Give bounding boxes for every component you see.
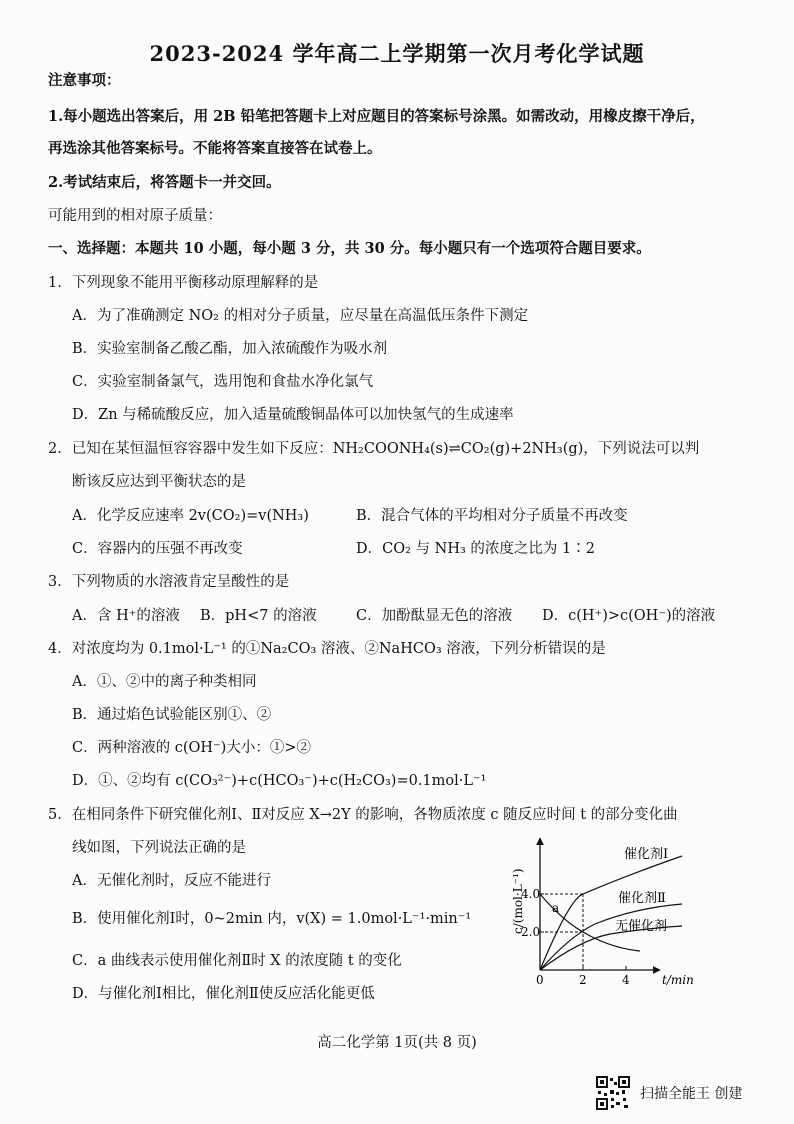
q5-option-a: A．无催化剂时，反应不能进行 xyxy=(72,873,271,889)
section-heading: 一、选择题：本题共 10 小题，每小题 3 分，共 30 分。每小题只有一个选项符合题目要求。 xyxy=(48,240,651,257)
q5-option-c: C．a 曲线表示使用催化剂Ⅱ时 X 的浓度随 t 的变化 xyxy=(72,953,402,969)
y-axis-label: c/(mol·L⁻¹) xyxy=(511,868,525,934)
curve-a-label: a xyxy=(552,901,560,915)
q3-option-c: C．加酚酞显无色的溶液 xyxy=(356,608,513,624)
tick-x-0: 0 xyxy=(536,973,544,987)
q4-option-d: D．①、②均有 c(CO₃²⁻)+c(HCO₃⁻)+c(H₂CO₃)=0.1mol·L⁻¹ xyxy=(72,773,487,789)
q2-option-b: B．混合气体的平均相对分子质量不再改变 xyxy=(356,508,628,524)
q2-option-c: C．容器内的压强不再改变 xyxy=(72,541,243,557)
scanner-watermark: 扫描全能王 创建 xyxy=(640,1086,743,1102)
q2-option-a: A．化学反应速率 2v(CO₂)=v(NH₃) xyxy=(72,508,309,524)
atomic-mass-line: 可能用到的相对原子质量： xyxy=(48,208,222,224)
notice-item-2: 2.考试结束后，将答题卡一并交回。 xyxy=(48,174,281,191)
tick-x-2: 2 xyxy=(579,973,587,987)
page-title: 2023-2024 学年高二上学期第一次月考化学试题 xyxy=(149,41,645,66)
q3-stem: 3．下列物质的水溶液肯定呈酸性的是 xyxy=(48,574,290,590)
q1-option-c: C．实验室制备氯气，选用饱和食盐水净化氯气 xyxy=(72,374,374,390)
q5-option-b: B．使用催化剂Ⅰ时，0~2min 内，v(X) = 1.0mol·L⁻¹·min⁻¹ xyxy=(72,911,472,927)
q3-option-d: D．c(H⁺)>c(OH⁻)的溶液 xyxy=(542,608,716,624)
q1-option-a: A．为了准确测定 NO₂ 的相对分子质量，应尽量在高温低压条件下测定 xyxy=(72,308,529,324)
q3-option-a: A．含 H⁺的溶液 xyxy=(72,608,180,624)
q4-stem: 4．对浓度均为 0.1mol·L⁻¹ 的①Na₂CO₃ 溶液、②NaHCO₃ 溶液，下列分析错误的是 xyxy=(48,641,606,657)
tick-x-4: 4 xyxy=(622,973,630,987)
page-footer: 高二化学第 1页(共 8 页) xyxy=(317,1035,477,1051)
tick-y-4: 4.0 xyxy=(521,887,541,901)
q2-option-d: D．CO₂ 与 NH₃ 的浓度之比为 1∶2 xyxy=(356,541,595,557)
q4-option-a: A．①、②中的离子种类相同 xyxy=(72,674,257,690)
q1-stem: 1．下列现象不能用平衡移动原理解释的是 xyxy=(48,275,319,291)
x-axis-label: t/min xyxy=(662,973,694,987)
q2-stem-cont: 断该反应达到平衡状态的是 xyxy=(72,474,246,490)
q4-option-c: C．两种溶液的 c(OH⁻)大小：①>② xyxy=(72,740,311,756)
q2-stem: 2．已知在某恒温恒容容器中发生如下反应：NH₂COONH₄(s)⇌CO₂(g)+2NH₃(g)，下列说法可以判 xyxy=(48,441,700,457)
q5-stem: 5．在相同条件下研究催化剂Ⅰ、Ⅱ对反应 X→2Y 的影响，各物质浓度 c 随反应时间 t 的部分变化曲 xyxy=(48,807,678,823)
q4-option-b: B．通过焰色试验能区别①、② xyxy=(72,707,272,723)
q1-option-d: D．Zn 与稀硫酸反应，加入适量硫酸铜晶体可以加快氢气的生成速率 xyxy=(72,407,514,423)
notice-heading: 注意事项： xyxy=(48,72,121,89)
label-catalyst-2: 催化剂Ⅱ xyxy=(618,891,666,906)
tick-y-2: 2.0 xyxy=(521,925,541,939)
q5-concentration-figure xyxy=(500,830,720,990)
curve-catalyst-2 xyxy=(540,904,682,970)
q5-option-d: D．与催化剂Ⅰ相比，催化剂Ⅱ使反应活化能更低 xyxy=(72,986,375,1002)
q3-option-b: B．pH<7 的溶液 xyxy=(200,608,317,624)
label-catalyst-1: 催化剂Ⅰ xyxy=(624,847,669,862)
q1-option-b: B．实验室制备乙酸乙酯，加入浓硫酸作为吸水剂 xyxy=(72,341,388,357)
qr-code-icon xyxy=(596,1076,630,1110)
q5-stem-cont: 线如图，下列说法正确的是 xyxy=(72,840,246,856)
label-no-catalyst: 无催化剂 xyxy=(615,919,668,934)
notice-item-1: 1.每小题选出答案后，用 2B 铅笔把答题卡上对应题目的答案标号涂黑。如需改动，用橡皮擦干净后， xyxy=(48,108,705,125)
curve-catalyst-1 xyxy=(540,856,682,970)
notice-item-1-cont: 再选涂其他答案标号。不能将答案直接答在试卷上。 xyxy=(48,140,382,157)
